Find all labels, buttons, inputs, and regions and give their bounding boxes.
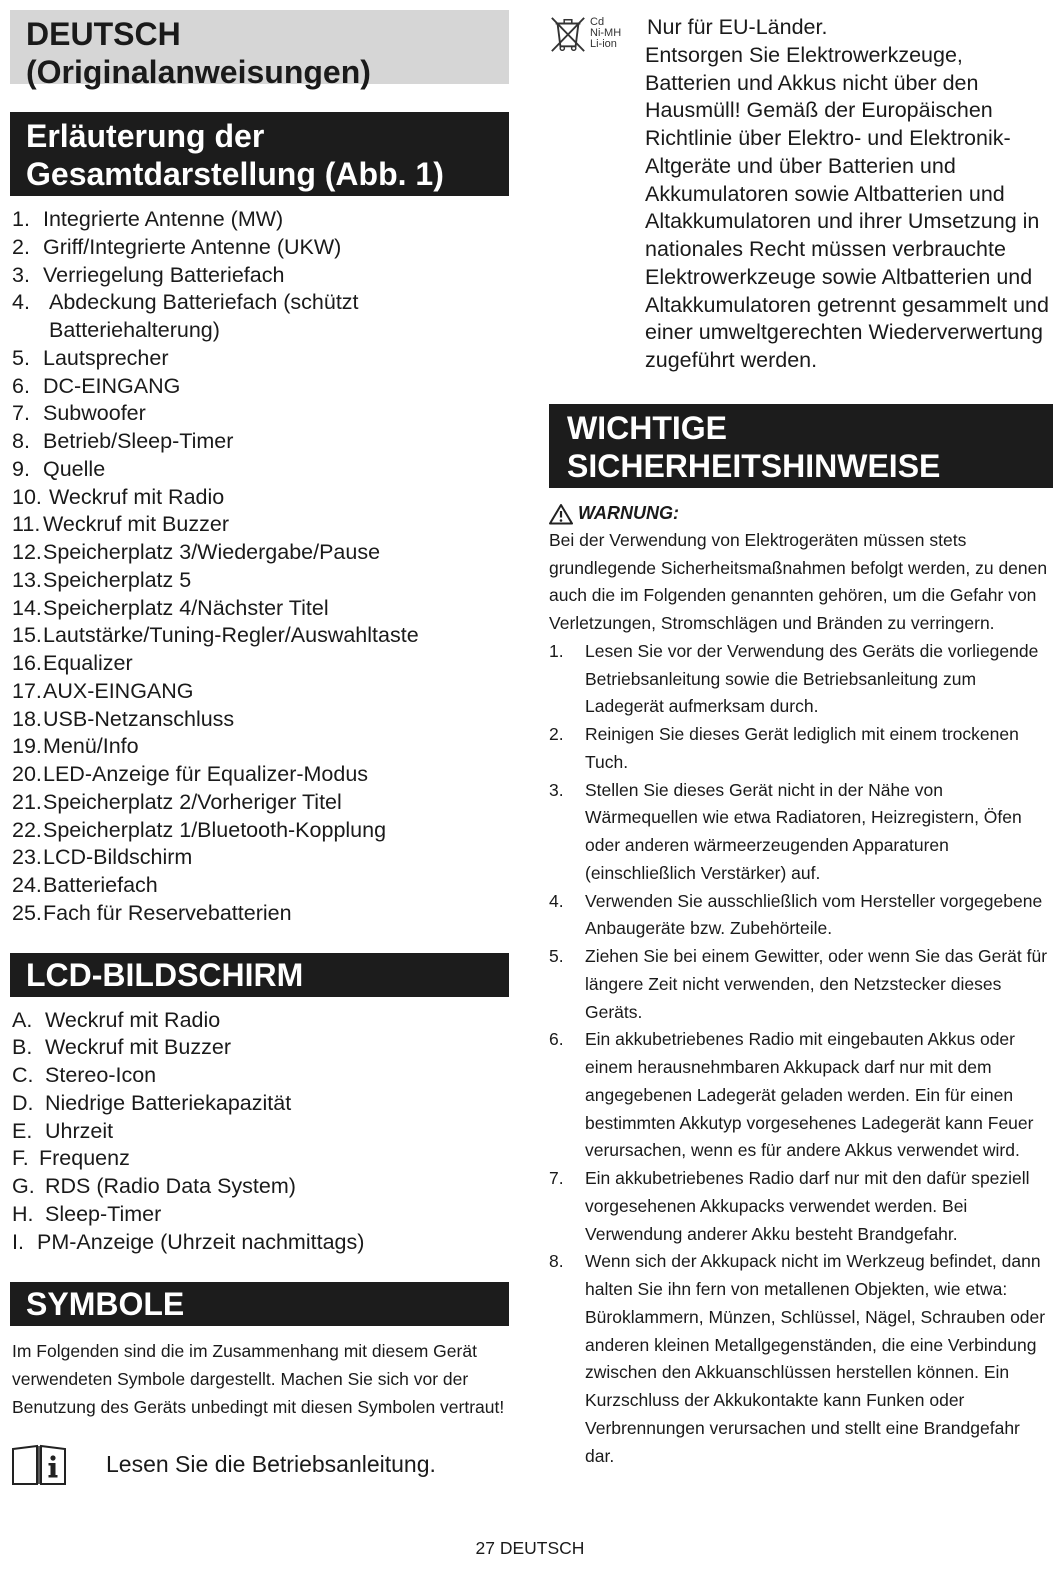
list-item-text: Integrierte Antenne (MW): [43, 207, 284, 231]
list-item-text: PM-Anzeige (Uhrzeit nachmittags): [37, 1229, 365, 1254]
list-item: [12, 1062, 509, 1090]
list-item: [12, 289, 509, 345]
list-item: [12, 595, 509, 623]
list-item-text: LCD-Bildschirm: [43, 845, 193, 870]
list-item: [12, 1118, 509, 1146]
list-item-number: 16.: [12, 651, 42, 675]
list-item-number: 20.: [12, 762, 42, 786]
list-item-number: E.: [12, 1118, 33, 1143]
list-item: [12, 678, 509, 706]
list-item-number: 5.: [12, 345, 30, 370]
list-item-number: 22.: [12, 817, 42, 842]
list-item: [549, 1248, 1053, 1470]
list-item-text: AUX-EINGANG: [43, 678, 194, 703]
list-item-text: Batteriefach: [43, 873, 158, 897]
list-item: [12, 1090, 509, 1118]
list-item: [12, 817, 509, 845]
list-item-number: 25.: [12, 900, 42, 925]
list-item: [12, 1173, 509, 1201]
list-item-text: Menü/Info: [43, 734, 139, 759]
list-item-text: Fach für Reservebatterien: [43, 900, 292, 925]
list-item-number: 3.: [549, 779, 564, 800]
list-item: [12, 400, 509, 428]
chem-nimh: Ni-MH: [590, 27, 622, 39]
list-item-text: Lautstärke/Tuning-Regler/Auswahltaste: [43, 623, 419, 648]
list-item-text: Sleep-Timer: [45, 1201, 162, 1226]
list-item-text: Subwoofer: [43, 401, 146, 426]
list-item: [12, 761, 509, 789]
list-item-text: Betrieb/Sleep-Timer: [43, 429, 234, 453]
list-item-text: Lautsprecher: [43, 345, 169, 370]
list-item-number: G.: [12, 1174, 35, 1198]
list-item-text: Griff/Integrierte Antenne (UKW): [43, 234, 342, 259]
list-item-text: LED-Anzeige für Equalizer-Modus: [43, 762, 369, 786]
list-item-text: Verriegelung Batteriefach: [43, 262, 285, 287]
list-item: [12, 789, 509, 817]
list-item-number: 9.: [12, 456, 30, 481]
list-item: [549, 1026, 1053, 1165]
list-item: [549, 777, 1053, 888]
list-item-number: 1.: [12, 207, 30, 231]
list-item-number: 11.: [12, 512, 41, 537]
overview-list: [12, 206, 509, 928]
list-item-number: D.: [12, 1090, 34, 1115]
list-item: [12, 900, 509, 928]
list-item-text: Frequenz: [39, 1146, 130, 1171]
eu-disposal-text: [645, 14, 1053, 375]
list-item: [12, 234, 509, 262]
list-item-number: 2.: [12, 234, 30, 259]
read-manual-row: [10, 1440, 509, 1490]
list-item-text: Abdeckung Batteriefach (schützt Batteriehalterung): [49, 290, 359, 342]
safety-heading: [549, 404, 1053, 488]
list-item: [12, 428, 509, 456]
list-item: [12, 1201, 509, 1229]
list-item: [12, 1145, 509, 1173]
list-item-number: 21.: [12, 789, 42, 814]
list-item-number: 24.: [12, 873, 42, 897]
list-item-number: 19.: [12, 734, 42, 759]
list-item-number: 2.: [549, 724, 564, 744]
list-item-text: Weckruf mit Radio: [45, 1007, 221, 1032]
language-title-line-2: (Originalanweisungen): [26, 54, 371, 90]
page-footer: 27 DEUTSCH: [475, 1538, 585, 1558]
safety-list: [549, 638, 1053, 1471]
symbols-intro: Im Folgenden sind die im Zusammenhang mit diesem Gerät verwendeten Symbole dargestellt. Machen Sie sich vor der Benutzung des Geräts unbedingt mit diesen Symbolen vertraut!: [12, 1341, 505, 1417]
lcd-list: [12, 1007, 509, 1257]
list-item-text: Equalizer: [43, 651, 133, 675]
read-manual-book-icon: [10, 1443, 68, 1487]
list-item-text: Lesen Sie vor der Verwendung des Geräts die vorliegende Betriebsanleitung sowie die Betriebsanleitung zum Ladegerät aufmerksam durch.: [585, 640, 1039, 717]
list-item-number: I.: [12, 1229, 24, 1254]
list-item-number: 7.: [549, 1168, 564, 1188]
list-item-text: Verwenden Sie ausschließlich vom Hersteller vorgegebene Anbaugeräte bzw. Zubehörteile.: [585, 890, 1043, 939]
list-item-number: 13.: [12, 567, 42, 592]
list-item-text: USB-Netzanschluss: [43, 706, 235, 731]
list-item-text: DC-EINGANG: [43, 373, 181, 398]
list-item: [12, 206, 509, 234]
list-item-number: 4.: [12, 290, 30, 315]
list-item: [12, 539, 509, 567]
list-item-number: 6.: [12, 373, 30, 398]
eu-title: Nur für EU-Länder.: [647, 15, 828, 39]
list-item: [12, 373, 509, 401]
lcd-heading: LCD-BILDSCHIRM: [10, 953, 509, 997]
list-item: [12, 1034, 509, 1062]
overview-heading-line-2: Gesamtdarstellung (Abb. 1): [26, 156, 444, 192]
list-item-text: Speicherplatz 2/Vorheriger Titel: [43, 789, 342, 814]
overview-heading-line-1: Erläuterung der: [26, 118, 265, 154]
list-item-text: RDS (Radio Data System): [45, 1174, 296, 1198]
list-item-text: Ein akkubetriebenes Radio darf nur mit den dafür speziell vorgesehenen Akkupacks verwendet werden. Bei Verwendung anderer Akku besteht Brandgefahr.: [585, 1168, 1030, 1244]
list-item-text: Uhrzeit: [45, 1118, 114, 1143]
list-item: [12, 484, 509, 512]
list-item-text: Weckruf mit Radio: [49, 484, 225, 509]
safety-heading-line-2: SICHERHEITSHINWEISE: [567, 447, 941, 484]
left-column: [10, 10, 509, 1490]
list-item-number: 15.: [12, 623, 42, 648]
list-item-number: H.: [12, 1201, 34, 1226]
list-item-number: 3.: [12, 262, 30, 287]
list-item-number: A.: [12, 1007, 33, 1032]
list-item: [549, 721, 1053, 777]
crossed-bin-icon: [549, 14, 587, 54]
weee-symbol: [549, 14, 631, 62]
list-item-number: 8.: [549, 1251, 564, 1272]
language-title: [10, 10, 509, 90]
list-item-text: Ziehen Sie bei einem Gewitter, oder wenn Sie das Gerät für längere Zeit nicht verwenden, den Netzstecker dieses Geräts.: [585, 946, 1048, 1022]
list-item-text: Speicherplatz 3/Wiedergabe/Pause: [43, 540, 381, 564]
chem-liion: Li-ion: [590, 38, 617, 50]
list-item: [12, 650, 509, 678]
list-item-number: 8.: [12, 429, 30, 453]
overview-heading: [10, 112, 509, 196]
list-item-number: 7.: [12, 401, 30, 426]
list-item-text: Weckruf mit Buzzer: [43, 512, 229, 537]
list-item-number: 4.: [549, 890, 564, 911]
list-item-number: 12.: [12, 540, 42, 564]
list-item: [12, 345, 509, 373]
list-item-text: Speicherplatz 4/Nächster Titel: [43, 595, 329, 620]
list-item-number: 23.: [12, 845, 42, 870]
list-item-number: F.: [12, 1146, 29, 1171]
list-item-number: 17.: [12, 678, 42, 703]
list-item: [12, 733, 509, 761]
list-item-number: 6.: [549, 1029, 564, 1050]
symbols-heading: SYMBOLE: [10, 1282, 509, 1326]
list-item: [12, 456, 509, 484]
list-item-text: Stellen Sie dieses Gerät nicht in der Nähe von Wärmequellen wie etwa Radiatoren, Heizregistern, Öfen oder anderen wärmeerzeugenden Apparaturen (einschließlich Verstärker) auf.: [585, 779, 1022, 883]
list-item: [12, 1229, 509, 1257]
list-item: [549, 943, 1053, 1026]
warning-intro: Bei der Verwendung von Elektrogeräten müssen stets grundlegende Sicherheitsmaßnahmen befolgt werden, zu denen auch die im Folgenden genannten gehören, um die Gefahr von Verletzungen, Stromschlägen und Bränden zu verringern.: [549, 529, 1048, 633]
list-item: [12, 844, 509, 872]
list-item-number: 5.: [549, 946, 564, 966]
chem-cd: Cd: [590, 16, 605, 28]
list-item-text: Reinigen Sie dieses Gerät lediglich mit einem trockenen Tuch.: [585, 724, 1019, 772]
list-item-text: Wenn sich der Akkupack nicht im Werkzeug befindet, dann halten Sie ihn fern von metallenen Objekten, wie etwa: Büroklammern, Münzen, Schlüssel, Nägel, Schrauben oder anderen kleinen Metallgegenständen, die eine Verbindung zwischen den Akkuanschlüssen herstellen können. Ein Kurzschluss der Akkukontakte kann Funken oder Verbrennungen verursachen und stellt eine Brandgefahr dar.: [585, 1251, 1046, 1466]
list-item-text: Stereo-Icon: [45, 1063, 157, 1087]
list-item: [12, 872, 509, 900]
list-item-text: Speicherplatz 1/Bluetooth-Kopplung: [43, 817, 387, 842]
list-item: [12, 706, 509, 734]
list-item-text: Ein akkubetriebenes Radio mit eingebauten Akkus oder einem herausnehmbaren Akkupack darf nur mit dem angegebenen Ladegerät geladen werden. Ein für einen bestimmten Akkutyp vorgesehenes Ladegerät kann Feuer verursachen, wenn es für andere Akkus verwendet wird.: [585, 1029, 1034, 1161]
warning-triangle-icon: [549, 503, 573, 525]
list-item-text: Niedrige Batteriekapazität: [45, 1090, 292, 1115]
list-item-text: Quelle: [43, 456, 106, 481]
list-item-number: C.: [12, 1063, 34, 1087]
language-title-line-1: DEUTSCH: [26, 16, 181, 52]
safety-heading-line-1: WICHTIGE: [567, 409, 727, 446]
list-item: [12, 567, 509, 595]
weee-chemicals: [590, 17, 621, 50]
list-item: [549, 638, 1053, 721]
list-item-number: 1.: [549, 640, 564, 661]
warning-label: WARNUNG:: [578, 503, 679, 524]
list-item-number: 14.: [12, 595, 42, 620]
list-item: [12, 511, 509, 539]
right-column: [549, 14, 1053, 1470]
list-item-number: B.: [12, 1035, 33, 1060]
list-item: [549, 888, 1053, 944]
warning-row: [549, 503, 1053, 525]
list-item-text: Weckruf mit Buzzer: [45, 1035, 231, 1060]
list-item-text: Speicherplatz 5: [43, 567, 192, 592]
read-manual-text: Lesen Sie die Betriebsanleitung.: [106, 1451, 436, 1477]
eu-disposal-block: [549, 14, 1053, 375]
list-item: [12, 262, 509, 290]
eu-body: Entsorgen Sie Elektrowerkzeuge, Batterien und Akkus nicht über den Hausmüll! Gemäß der Europäischen Richtlinie über Elektro- und Elektronik-Altgeräte und über Batterien und Akkumulatoren sowie Altbatterien und Altakkumulatoren und ihrer Umsetzung in nationales Recht müssen verbrauchte Elektrowerkzeuge sowie Altbatterien und Altakkumulatoren getrennt gesammelt und einer umweltgerechten Wiederverwertung zugeführt werden.: [645, 42, 1049, 372]
list-item-number: 18.: [12, 706, 42, 731]
list-item: [12, 1007, 509, 1035]
list-item: [549, 1165, 1053, 1248]
list-item-number: 10.: [12, 484, 42, 509]
list-item: [12, 622, 509, 650]
